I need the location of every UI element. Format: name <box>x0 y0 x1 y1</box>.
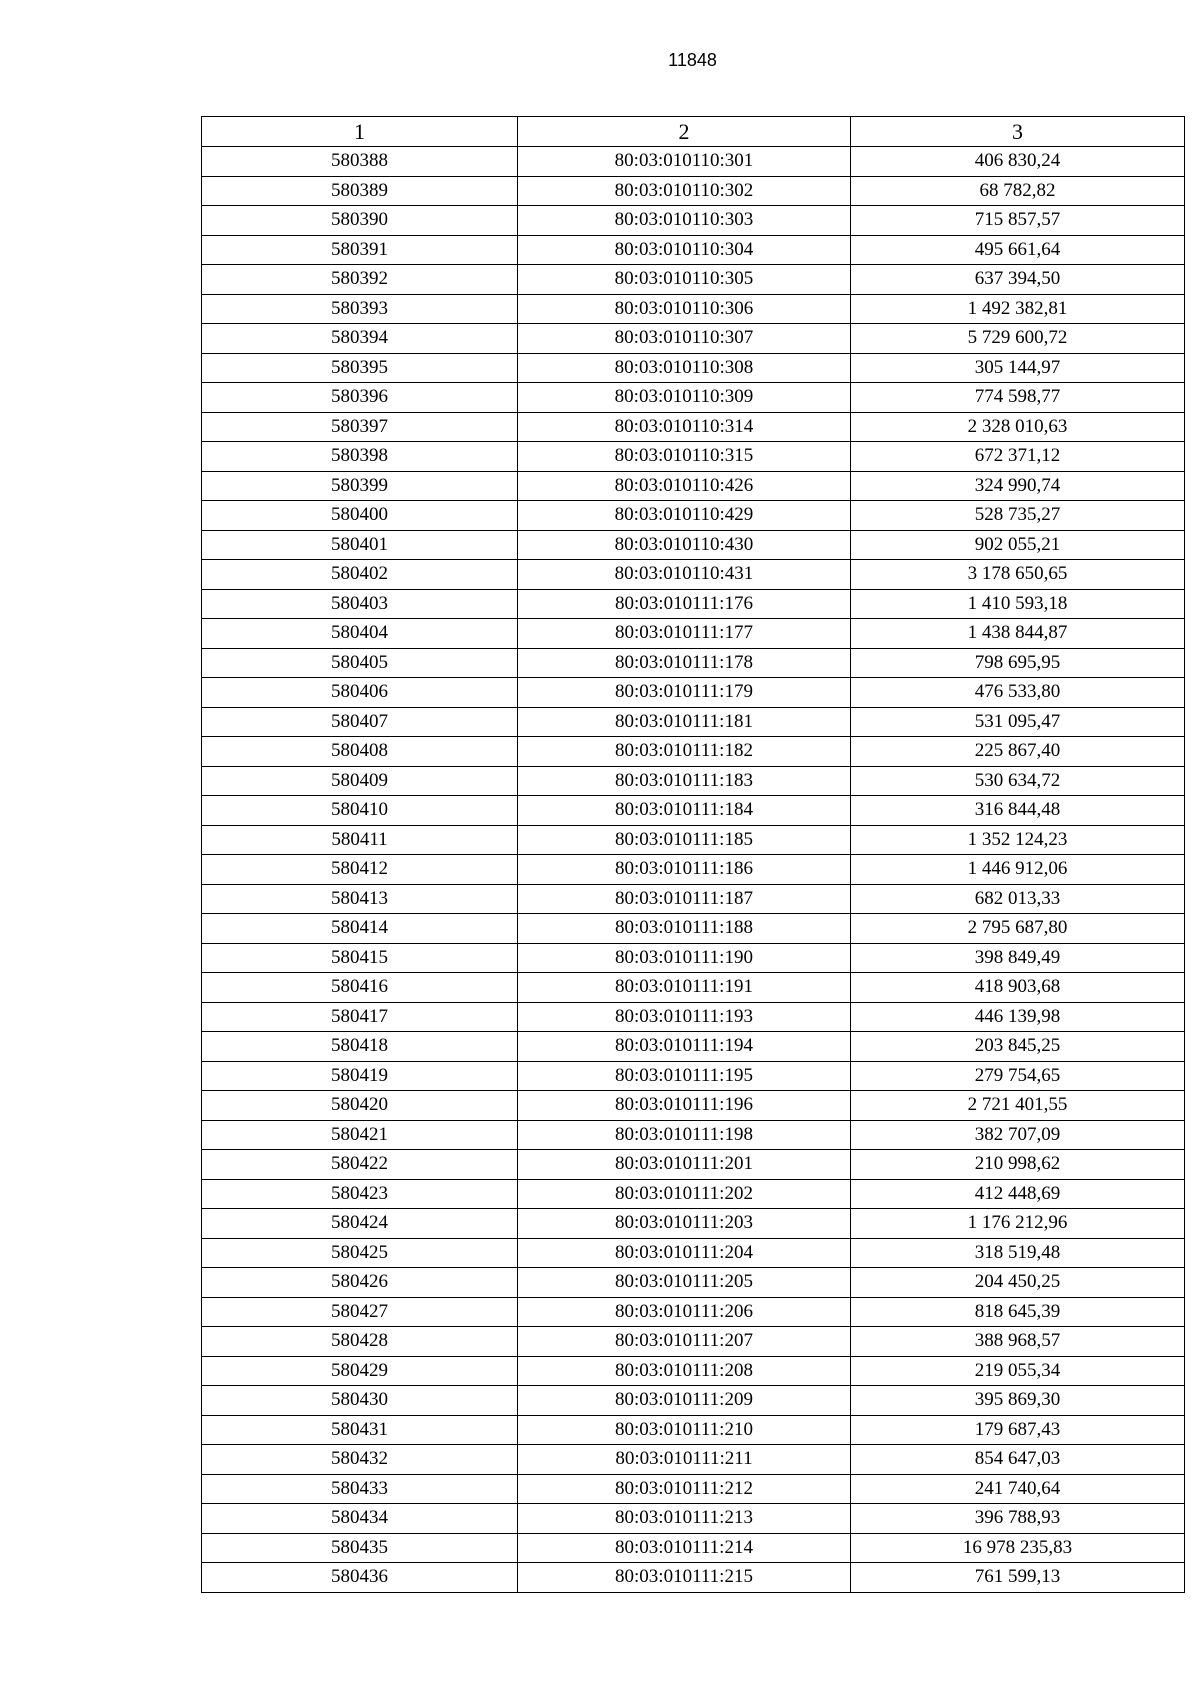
table-row <box>202 707 1185 737</box>
value-cell: 637 394,50 <box>851 265 1185 295</box>
row-number-cell: 580424 <box>202 1209 518 1239</box>
value-cell: 682 013,33 <box>851 884 1185 914</box>
cadastral-number-cell: 80:03:010111:203 <box>518 1209 851 1239</box>
row-number-cell: 580427 <box>202 1297 518 1327</box>
cadastral-number-cell: 80:03:010111:176 <box>518 589 851 619</box>
cadastral-number-cell: 80:03:010111:198 <box>518 1120 851 1150</box>
table-row <box>202 1563 1185 1593</box>
value-cell: 672 371,12 <box>851 442 1185 472</box>
table-row <box>202 1445 1185 1475</box>
cadastral-number-cell: 80:03:010110:306 <box>518 294 851 324</box>
value-cell: 854 647,03 <box>851 1445 1185 1475</box>
row-number-cell: 580431 <box>202 1415 518 1445</box>
value-cell: 1 438 844,87 <box>851 619 1185 649</box>
row-number-cell: 580401 <box>202 530 518 560</box>
cadastral-number-cell: 80:03:010110:307 <box>518 324 851 354</box>
cadastral-number-cell: 80:03:010110:304 <box>518 235 851 265</box>
value-cell: 412 448,69 <box>851 1179 1185 1209</box>
value-cell: 398 849,49 <box>851 943 1185 973</box>
value-cell: 210 998,62 <box>851 1150 1185 1180</box>
row-number-cell: 580403 <box>202 589 518 619</box>
row-number-cell: 580436 <box>202 1563 518 1593</box>
table-row <box>202 353 1185 383</box>
row-number-cell: 580402 <box>202 560 518 590</box>
value-cell: 528 735,27 <box>851 501 1185 531</box>
value-cell: 324 990,74 <box>851 471 1185 501</box>
table-row <box>202 766 1185 796</box>
value-cell: 446 139,98 <box>851 1002 1185 1032</box>
value-cell: 2 328 010,63 <box>851 412 1185 442</box>
cadastral-number-cell: 80:03:010110:426 <box>518 471 851 501</box>
cadastral-number-cell: 80:03:010111:202 <box>518 1179 851 1209</box>
row-number-cell: 580433 <box>202 1474 518 1504</box>
table-row <box>202 796 1185 826</box>
cadastral-number-cell: 80:03:010111:194 <box>518 1032 851 1062</box>
cadastral-number-cell: 80:03:010111:195 <box>518 1061 851 1091</box>
value-cell: 531 095,47 <box>851 707 1185 737</box>
row-number-cell: 580406 <box>202 678 518 708</box>
table-row <box>202 412 1185 442</box>
table-row <box>202 530 1185 560</box>
row-number-cell: 580412 <box>202 855 518 885</box>
table-row <box>202 383 1185 413</box>
table-row <box>202 206 1185 236</box>
value-cell: 530 634,72 <box>851 766 1185 796</box>
column-header-1: 1 <box>202 117 518 147</box>
row-number-cell: 580421 <box>202 1120 518 1150</box>
row-number-cell: 580392 <box>202 265 518 295</box>
table-row <box>202 1032 1185 1062</box>
cadastral-number-cell: 80:03:010111:210 <box>518 1415 851 1445</box>
table-row <box>202 1474 1185 1504</box>
value-cell: 5 729 600,72 <box>851 324 1185 354</box>
row-number-cell: 580410 <box>202 796 518 826</box>
row-number-cell: 580435 <box>202 1533 518 1563</box>
header-row <box>202 117 1185 147</box>
row-number-cell: 580429 <box>202 1356 518 1386</box>
table-row <box>202 737 1185 767</box>
value-cell: 1 446 912,06 <box>851 855 1185 885</box>
table-row <box>202 1120 1185 1150</box>
row-number-cell: 580404 <box>202 619 518 649</box>
cadastral-number-cell: 80:03:010111:208 <box>518 1356 851 1386</box>
cadastral-number-cell: 80:03:010111:193 <box>518 1002 851 1032</box>
cadastral-number-cell: 80:03:010111:214 <box>518 1533 851 1563</box>
cadastral-number-cell: 80:03:010111:184 <box>518 796 851 826</box>
cadastral-number-cell: 80:03:010111:215 <box>518 1563 851 1593</box>
cadastral-number-cell: 80:03:010111:205 <box>518 1268 851 1298</box>
table-row <box>202 678 1185 708</box>
value-cell: 203 845,25 <box>851 1032 1185 1062</box>
row-number-cell: 580422 <box>202 1150 518 1180</box>
row-number-cell: 580395 <box>202 353 518 383</box>
cadastral-number-cell: 80:03:010111:212 <box>518 1474 851 1504</box>
table-row <box>202 884 1185 914</box>
cadastral-number-cell: 80:03:010110:305 <box>518 265 851 295</box>
cadastral-number-cell: 80:03:010111:196 <box>518 1091 851 1121</box>
value-cell: 418 903,68 <box>851 973 1185 1003</box>
cadastral-number-cell: 80:03:010111:190 <box>518 943 851 973</box>
value-cell: 395 869,30 <box>851 1386 1185 1416</box>
table-row <box>202 560 1185 590</box>
cadastral-number-cell: 80:03:010110:308 <box>518 353 851 383</box>
table-row <box>202 589 1185 619</box>
table-row <box>202 442 1185 472</box>
table-row <box>202 1209 1185 1239</box>
value-cell: 68 782,82 <box>851 176 1185 206</box>
value-cell: 2 795 687,80 <box>851 914 1185 944</box>
table-header <box>202 117 1185 147</box>
table-row <box>202 619 1185 649</box>
row-number-cell: 580423 <box>202 1179 518 1209</box>
row-number-cell: 580407 <box>202 707 518 737</box>
data-table <box>201 116 1185 1593</box>
cadastral-number-cell: 80:03:010110:315 <box>518 442 851 472</box>
cadastral-number-cell: 80:03:010110:303 <box>518 206 851 236</box>
table-row <box>202 501 1185 531</box>
row-number-cell: 580388 <box>202 147 518 177</box>
table-row <box>202 1061 1185 1091</box>
value-cell: 1 352 124,23 <box>851 825 1185 855</box>
row-number-cell: 580434 <box>202 1504 518 1534</box>
cadastral-number-cell: 80:03:010111:201 <box>518 1150 851 1180</box>
row-number-cell: 580400 <box>202 501 518 531</box>
value-cell: 388 968,57 <box>851 1327 1185 1357</box>
value-cell: 241 740,64 <box>851 1474 1185 1504</box>
value-cell: 774 598,77 <box>851 383 1185 413</box>
value-cell: 318 519,48 <box>851 1238 1185 1268</box>
cadastral-number-cell: 80:03:010111:178 <box>518 648 851 678</box>
table-row <box>202 176 1185 206</box>
value-cell: 3 178 650,65 <box>851 560 1185 590</box>
table-row <box>202 1504 1185 1534</box>
value-cell: 1 492 382,81 <box>851 294 1185 324</box>
value-cell: 305 144,97 <box>851 353 1185 383</box>
value-cell: 902 055,21 <box>851 530 1185 560</box>
table-row <box>202 1386 1185 1416</box>
table-row <box>202 1091 1185 1121</box>
table-row <box>202 1327 1185 1357</box>
row-number-cell: 580428 <box>202 1327 518 1357</box>
cadastral-number-cell: 80:03:010111:207 <box>518 1327 851 1357</box>
table-row <box>202 914 1185 944</box>
value-cell: 476 533,80 <box>851 678 1185 708</box>
row-number-cell: 580415 <box>202 943 518 973</box>
cadastral-number-cell: 80:03:010111:185 <box>518 825 851 855</box>
table-row <box>202 1297 1185 1327</box>
value-cell: 396 788,93 <box>851 1504 1185 1534</box>
table-row <box>202 1002 1185 1032</box>
cadastral-number-cell: 80:03:010110:314 <box>518 412 851 442</box>
cadastral-number-cell: 80:03:010110:430 <box>518 530 851 560</box>
value-cell: 225 867,40 <box>851 737 1185 767</box>
value-cell: 316 844,48 <box>851 796 1185 826</box>
cadastral-number-cell: 80:03:010111:183 <box>518 766 851 796</box>
row-number-cell: 580391 <box>202 235 518 265</box>
row-number-cell: 580393 <box>202 294 518 324</box>
row-number-cell: 580398 <box>202 442 518 472</box>
cadastral-number-cell: 80:03:010111:179 <box>518 678 851 708</box>
row-number-cell: 580409 <box>202 766 518 796</box>
table-row <box>202 1238 1185 1268</box>
cadastral-number-cell: 80:03:010110:309 <box>518 383 851 413</box>
table-row <box>202 973 1185 1003</box>
row-number-cell: 580420 <box>202 1091 518 1121</box>
table-row <box>202 648 1185 678</box>
cadastral-number-cell: 80:03:010111:206 <box>518 1297 851 1327</box>
table-row <box>202 471 1185 501</box>
cadastral-number-cell: 80:03:010111:186 <box>518 855 851 885</box>
row-number-cell: 580417 <box>202 1002 518 1032</box>
value-cell: 818 645,39 <box>851 1297 1185 1327</box>
table-row <box>202 265 1185 295</box>
row-number-cell: 580405 <box>202 648 518 678</box>
column-header-2: 2 <box>518 117 851 147</box>
value-cell: 382 707,09 <box>851 1120 1185 1150</box>
cadastral-number-cell: 80:03:010110:301 <box>518 147 851 177</box>
row-number-cell: 580408 <box>202 737 518 767</box>
cadastral-number-cell: 80:03:010111:181 <box>518 707 851 737</box>
table-row <box>202 825 1185 855</box>
table-body <box>202 147 1185 1593</box>
cadastral-number-cell: 80:03:010111:177 <box>518 619 851 649</box>
cadastral-number-cell: 80:03:010111:187 <box>518 884 851 914</box>
cadastral-number-cell: 80:03:010110:429 <box>518 501 851 531</box>
row-number-cell: 580425 <box>202 1238 518 1268</box>
value-cell: 715 857,57 <box>851 206 1185 236</box>
table-row <box>202 855 1185 885</box>
row-number-cell: 580426 <box>202 1268 518 1298</box>
cadastral-number-cell: 80:03:010111:209 <box>518 1386 851 1416</box>
value-cell: 179 687,43 <box>851 1415 1185 1445</box>
value-cell: 495 661,64 <box>851 235 1185 265</box>
cadastral-number-cell: 80:03:010111:188 <box>518 914 851 944</box>
row-number-cell: 580419 <box>202 1061 518 1091</box>
row-number-cell: 580390 <box>202 206 518 236</box>
row-number-cell: 580413 <box>202 884 518 914</box>
row-number-cell: 580430 <box>202 1386 518 1416</box>
row-number-cell: 580397 <box>202 412 518 442</box>
value-cell: 204 450,25 <box>851 1268 1185 1298</box>
table-row <box>202 235 1185 265</box>
cadastral-number-cell: 80:03:010110:302 <box>518 176 851 206</box>
table-row <box>202 294 1185 324</box>
value-cell: 1 176 212,96 <box>851 1209 1185 1239</box>
table-row <box>202 1533 1185 1563</box>
column-header-3: 3 <box>851 117 1185 147</box>
row-number-cell: 580399 <box>202 471 518 501</box>
value-cell: 1 410 593,18 <box>851 589 1185 619</box>
value-cell: 406 830,24 <box>851 147 1185 177</box>
row-number-cell: 580389 <box>202 176 518 206</box>
value-cell: 279 754,65 <box>851 1061 1185 1091</box>
cadastral-number-cell: 80:03:010111:213 <box>518 1504 851 1534</box>
row-number-cell: 580418 <box>202 1032 518 1062</box>
table-row <box>202 1179 1185 1209</box>
table-row <box>202 943 1185 973</box>
table-row <box>202 1150 1185 1180</box>
row-number-cell: 580416 <box>202 973 518 1003</box>
table-row <box>202 1268 1185 1298</box>
row-number-cell: 580396 <box>202 383 518 413</box>
row-number-cell: 580394 <box>202 324 518 354</box>
value-cell: 219 055,34 <box>851 1356 1185 1386</box>
value-cell: 798 695,95 <box>851 648 1185 678</box>
row-number-cell: 580411 <box>202 825 518 855</box>
row-number-cell: 580414 <box>202 914 518 944</box>
cadastral-number-cell: 80:03:010111:204 <box>518 1238 851 1268</box>
row-number-cell: 580432 <box>202 1445 518 1475</box>
table-row <box>202 1415 1185 1445</box>
cadastral-number-cell: 80:03:010111:182 <box>518 737 851 767</box>
table-row <box>202 147 1185 177</box>
table-row <box>202 324 1185 354</box>
page-number: 11848 <box>668 50 717 70</box>
value-cell: 761 599,13 <box>851 1563 1185 1593</box>
value-cell: 16 978 235,83 <box>851 1533 1185 1563</box>
table-row <box>202 1356 1185 1386</box>
cadastral-number-cell: 80:03:010110:431 <box>518 560 851 590</box>
value-cell: 2 721 401,55 <box>851 1091 1185 1121</box>
cadastral-number-cell: 80:03:010111:191 <box>518 973 851 1003</box>
cadastral-number-cell: 80:03:010111:211 <box>518 1445 851 1475</box>
